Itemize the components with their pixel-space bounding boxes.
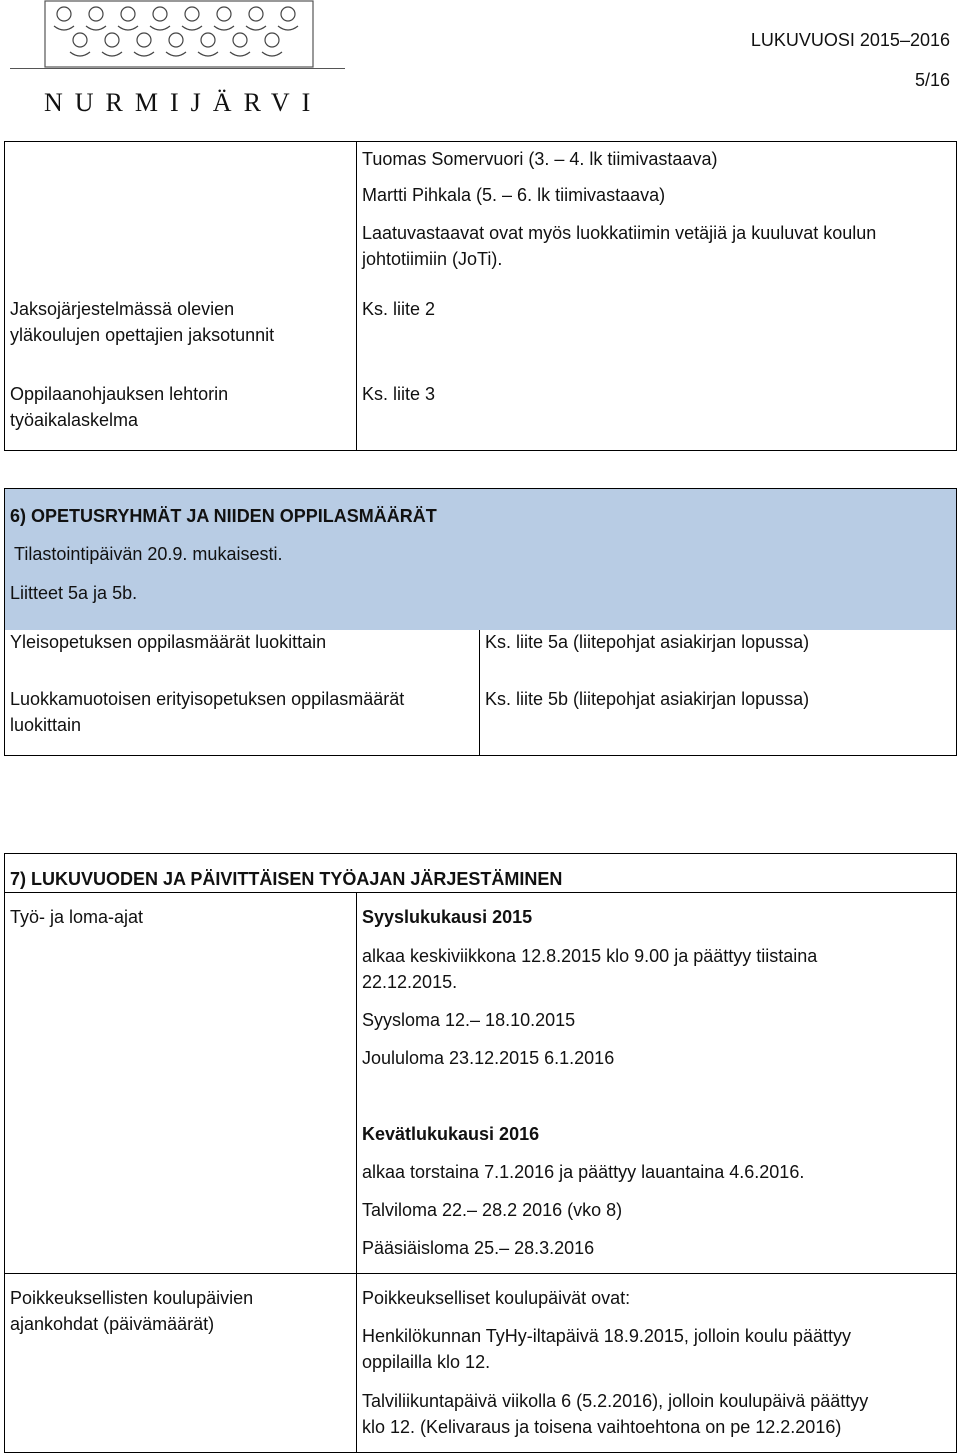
counselor-worktime-label: työaikalaskelma	[10, 410, 139, 430]
exceptional-day-item: Henkilökunnan TyHy-iltapäivä 18.9.2015, jolloin koulu päättyy	[362, 1326, 851, 1346]
exceptional-day-item: oppilailla klo 12.	[362, 1352, 491, 1372]
spring-term-line: alkaa torstaina 7.1.2016 ja päättyy lauantaina 4.6.2016.	[362, 1162, 805, 1182]
attachment-ref: Ks. liite 3	[362, 384, 436, 404]
autumn-term-title: Syyslukukausi 2015	[362, 907, 533, 927]
period-hours-label: yläkoulujen opettajien jaksotunnit	[10, 325, 275, 345]
quality-note-line: johtotiimiin (JoTi).	[362, 249, 503, 269]
attachment-ref: Ks. liite 2	[362, 299, 436, 319]
exceptional-day-item: klo 12. (Kelivaraus ja toisena vaihtoehtona on pe 12.2.2016)	[362, 1417, 842, 1437]
section-6-heading: 6) OPETUSRYHMÄT JA NIIDEN OPPILASMÄÄRÄT	[10, 506, 437, 526]
exceptional-day-item: Talviliikuntapäivä viikolla 6 (5.2.2016), jolloin koulupäivä päättyy	[362, 1391, 869, 1411]
attachment-ref: Ks. liite 5a (liitepohjat asiakirjan lopussa)	[485, 632, 810, 652]
work-holiday-label: Työ- ja loma-ajat	[10, 907, 144, 927]
christmas-break: Joululoma 23.12.2015 6.1.2016	[362, 1048, 615, 1068]
special-ed-label: Luokkamuotoisen erityisopetuksen oppilasmäärät	[10, 689, 405, 709]
municipality-logo-text: NURMIJÄRVI	[44, 88, 323, 117]
exceptional-days-title: Poikkeukselliset koulupäivät ovat:	[362, 1288, 631, 1308]
page-number: 5/16	[914, 70, 950, 90]
special-ed-label: luokittain	[10, 715, 82, 735]
general-ed-label: Yleisopetuksen oppilasmäärät luokittain	[10, 632, 327, 652]
exceptional-days-label: Poikkeuksellisten koulupäivien	[10, 1288, 254, 1308]
statistics-date-line: Tilastointipäivän 20.9. mukaisesti.	[14, 544, 283, 564]
autumn-break: Syysloma 12.– 18.10.2015	[362, 1010, 576, 1030]
section-7-heading: 7) LUKUVUODEN JA PÄIVITTÄISEN TYÖAJAN JÄRJESTÄMINEN	[10, 869, 563, 889]
winter-break: Talviloma 22.– 28.2 2016 (vko 8)	[362, 1200, 623, 1220]
spring-term-title: Kevätlukukausi 2016	[362, 1124, 540, 1144]
easter-break: Pääsiäisloma 25.– 28.3.2016	[362, 1238, 595, 1258]
team-leader-line: Tuomas Somervuori (3. – 4. lk tiimivastaava)	[362, 149, 718, 169]
document-title: LUKUVUOSI 2015–2016	[750, 30, 950, 50]
autumn-term-line: 22.12.2015.	[362, 972, 458, 992]
period-hours-label: Jaksojärjestelmässä olevien	[10, 299, 235, 319]
quality-note-line: Laatuvastaavat ovat myös luokkatiimin vetäjiä ja kuuluvat koulun	[362, 223, 877, 243]
attachment-ref: Ks. liite 5b (liitepohjat asiakirjan lopussa)	[485, 689, 810, 709]
team-leader-line: Martti Pihkala (5. – 6. lk tiimivastaava)	[362, 185, 666, 205]
autumn-term-line: alkaa keskiviikkona 12.8.2015 klo 9.00 ja päättyy tiistaina	[362, 946, 818, 966]
attachments-line: Liitteet 5a ja 5b.	[10, 583, 138, 603]
coat-of-arms-logo-icon	[44, 0, 314, 68]
counselor-worktime-label: Oppilaanohjauksen lehtorin	[10, 384, 229, 404]
exceptional-days-label: ajankohdat (päivämäärät)	[10, 1314, 215, 1334]
